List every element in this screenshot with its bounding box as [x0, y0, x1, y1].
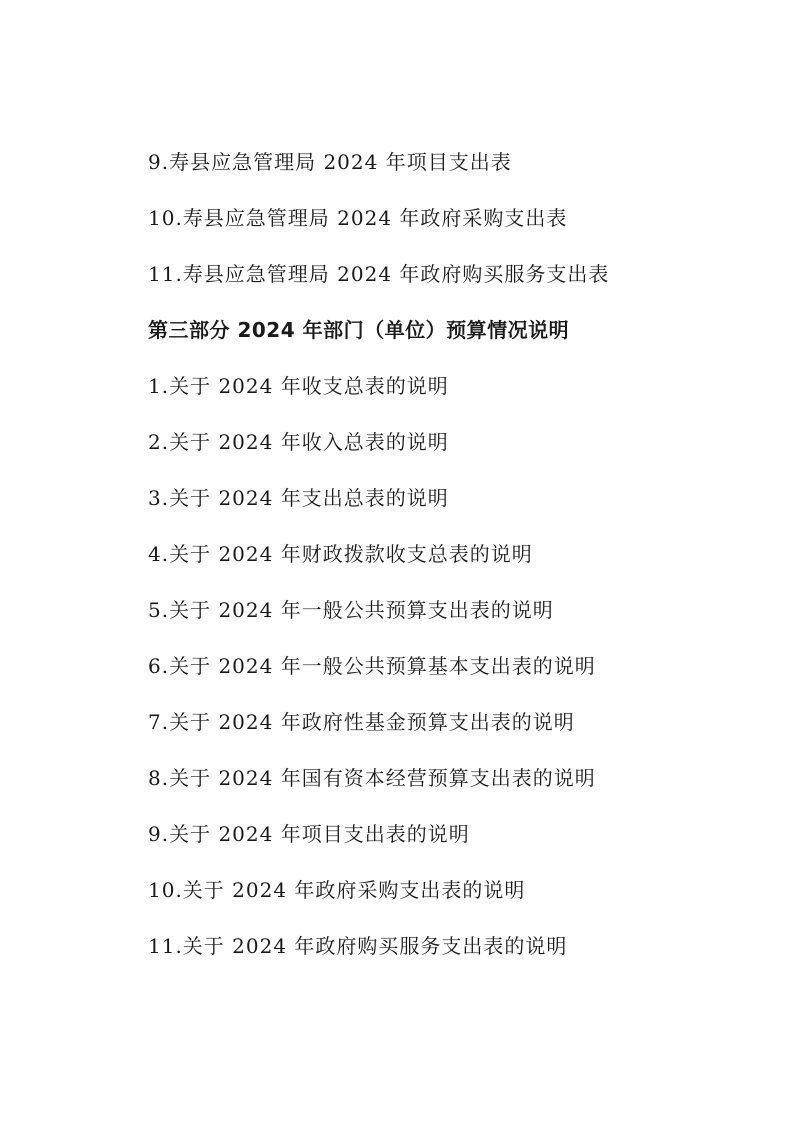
toc-item: 1.关于 2024 年收支总表的说明: [148, 374, 449, 398]
toc-item: 10.寿县应急管理局 2024 年政府采购支出表: [148, 206, 568, 230]
toc-item: 10.关于 2024 年政府采购支出表的说明: [148, 878, 526, 902]
toc-item: 6.关于 2024 年一般公共预算基本支出表的说明: [148, 654, 596, 678]
toc-item: 9.寿县应急管理局 2024 年项目支出表: [148, 150, 512, 174]
toc-item: 7.关于 2024 年政府性基金预算支出表的说明: [148, 710, 575, 734]
toc-item: 8.关于 2024 年国有资本经营预算支出表的说明: [148, 766, 596, 790]
toc-item: 11.关于 2024 年政府购买服务支出表的说明: [148, 934, 568, 958]
toc-item: 9.关于 2024 年项目支出表的说明: [148, 822, 470, 846]
section-heading: 第三部分 2024 年部门（单位）预算情况说明: [148, 318, 570, 342]
toc-item: 4.关于 2024 年财政拨款收支总表的说明: [148, 542, 533, 566]
toc-item: 5.关于 2024 年一般公共预算支出表的说明: [148, 598, 554, 622]
toc-item: 2.关于 2024 年收入总表的说明: [148, 430, 449, 454]
toc-item: 3.关于 2024 年支出总表的说明: [148, 486, 449, 510]
toc-item: 11.寿县应急管理局 2024 年政府购买服务支出表: [148, 262, 610, 286]
